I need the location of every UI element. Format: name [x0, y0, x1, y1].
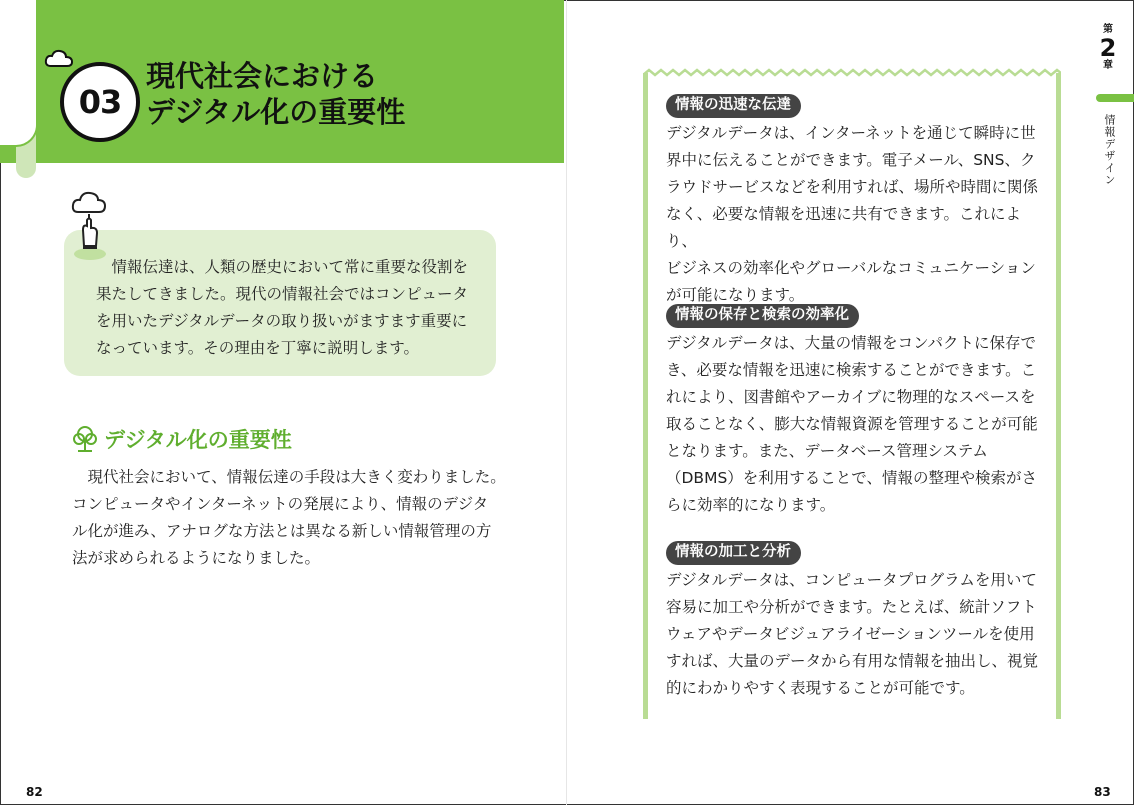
block-line: が可能になります。 [666, 286, 805, 304]
panel-right-border [1056, 73, 1061, 719]
block-line: ラウドサービスなどを利用すれば、場所や時間に関係 [666, 178, 1039, 196]
intro-line: なっています。その理由を丁寧に説明します。 [96, 339, 420, 357]
block-title-pill: 情報の加工と分析 [666, 541, 801, 565]
block-line: デジタルデータは、大量の情報をコンパクトに保存で [666, 334, 1036, 352]
block-line: すれば、大量のデータから有用な情報を抽出し、視覚 [666, 652, 1039, 670]
block-title-pill: 情報の迅速な伝達 [666, 94, 801, 118]
block-line: なく、必要な情報を迅速に共有できます。これにより、 [666, 205, 1021, 250]
tree-icon [72, 425, 98, 453]
intro-line: 情報伝達は、人類の歴史において常に重要な役割を [96, 258, 469, 276]
block-line: き、必要な情報を迅速に検索することができます。こ [666, 361, 1037, 379]
panel-block [666, 541, 1046, 702]
block-line: 取ることなく、膨大な情報資源を管理することが可能 [666, 415, 1038, 433]
intro-text [96, 254, 472, 362]
block-line: ウェアやデータビジュアライゼーションツールを使用 [666, 625, 1035, 643]
block-line: 的にわかりやすく表現することが可能です。 [666, 679, 975, 697]
section-number: 03 [78, 83, 122, 121]
block-line: デジタルデータは、インターネットを通じて瞬時に世 [666, 124, 1036, 142]
body-line: コンピュータやインターネットの発展により、情報のデジタ [72, 495, 489, 513]
panel-block [666, 304, 1046, 519]
hand-cloud-icon [68, 186, 114, 262]
chapter-number: 2 [1099, 34, 1117, 62]
block-text [666, 120, 1046, 309]
block-line: となります。また、データベース管理システム [666, 442, 988, 460]
chapter-title [146, 58, 405, 130]
page-number-right: 83 [1094, 785, 1111, 799]
block-line: らに効率的になります。 [666, 496, 836, 514]
block-line: れにより、図書館やアーカイブに物理的なスペースを [666, 388, 1036, 406]
intro-line: を用いたデジタルデータの取り扱いがますます重要に [96, 312, 468, 330]
block-line: デジタルデータは、コンピュータプログラムを用いて [666, 571, 1037, 589]
block-line: 容易に加工や分析ができます。たとえば、統計ソフト [666, 598, 1037, 616]
panel-left-border [643, 73, 648, 719]
chapter-index [1093, 24, 1123, 72]
chapter-index-bar [1096, 94, 1134, 102]
body-line: ル化が進み、アナログな方法とは異なる新しい情報管理の方 [72, 522, 492, 540]
block-title-pill: 情報の保存と検索の効率化 [666, 304, 859, 328]
page-number-left: 82 [26, 785, 43, 799]
chapter-title-line1: 現代社会における [146, 59, 379, 93]
header-tab [0, 0, 38, 147]
panel-block [666, 94, 1046, 309]
section-heading-text: デジタル化の重要性 [104, 428, 292, 452]
panel-wave-border [643, 67, 1061, 79]
cloud-icon [44, 48, 74, 70]
block-line: 界中に伝えることができます。電子メール、SNS、ク [666, 151, 1036, 169]
section-body [72, 464, 512, 572]
section-heading [72, 424, 292, 454]
block-line: （DBMS）を利用することで、情報の整理や検索がさ [666, 469, 1037, 487]
block-text [666, 567, 1046, 702]
block-line: ビジネスの効率化やグローバルなコミュニケーション [666, 259, 1036, 277]
body-line: 現代社会において、情報伝達の手段は大きく変わりました。 [72, 468, 506, 486]
section-number-badge [60, 62, 140, 142]
chapter-index-label: 情報デザイン [1103, 114, 1116, 186]
block-text [666, 330, 1046, 519]
body-line: 法が求められるようになりました。 [72, 549, 321, 567]
page-spine [566, 0, 567, 805]
chapter-prefix: 第 [1103, 24, 1113, 35]
chapter-suffix: 章 [1103, 60, 1113, 71]
intro-line: 果たしてきました。現代の情報社会ではコンピュータ [96, 285, 469, 303]
chapter-title-line2: デジタル化の重要性 [146, 95, 406, 129]
